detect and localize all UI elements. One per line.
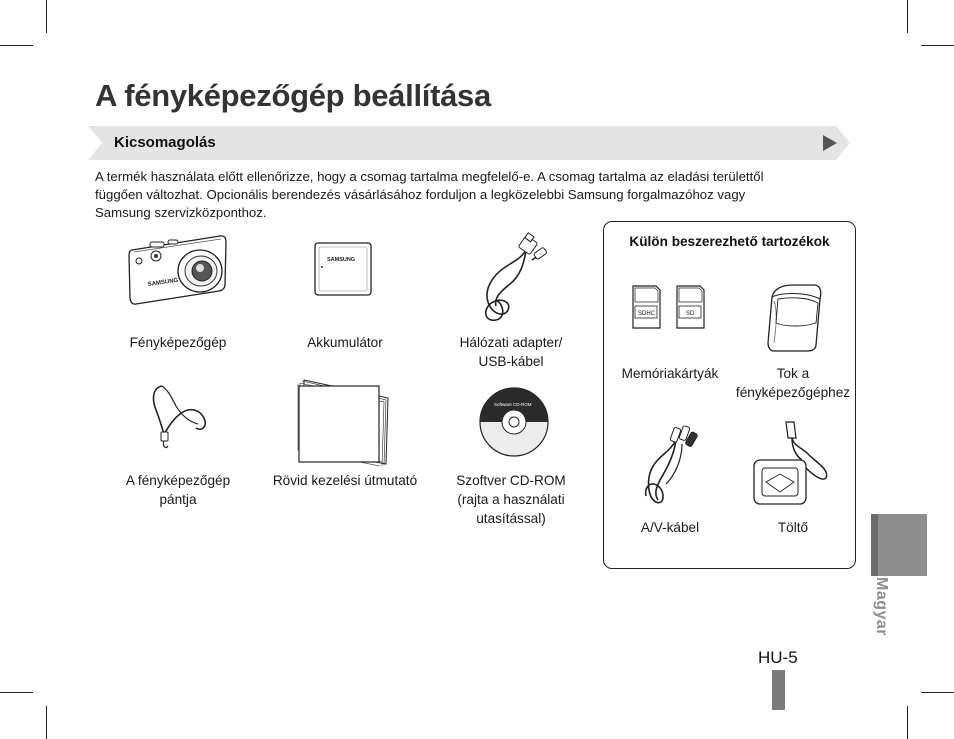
accessory-caption: Töltő <box>777 520 809 535</box>
language-tab <box>871 514 927 576</box>
crop-mark <box>46 0 47 33</box>
adapter-cable-icon <box>474 232 550 324</box>
cd-rom-icon <box>478 386 550 458</box>
camera-case-icon <box>764 283 824 353</box>
crop-mark <box>907 0 908 33</box>
memory-card-icon <box>630 284 714 330</box>
item-caption: Fényképezőgép <box>129 335 227 350</box>
language-tab-stripe <box>871 514 878 576</box>
page-number: HU-5 <box>758 648 798 667</box>
language-label: Magyar <box>873 577 890 637</box>
accessories-title: Külön beszerezhető tartozékok <box>629 234 830 249</box>
svg-text:Software CD-ROM: Software CD-ROM <box>494 402 532 407</box>
accessory-caption: Tok a fényképezőgéphez <box>735 366 851 400</box>
item-caption: Rövid kezelési útmutató <box>272 473 418 488</box>
item-caption: Hálózati adapter/ USB-kábel <box>459 335 563 369</box>
crop-mark <box>921 45 954 46</box>
intro-paragraph: A termék használata előtt ellenőrizze, hogy a csomag tartalma megfelelő-e. A csomag tartalma az eladási területtől függően változhat. Opcionális berendezés vásárlásához forduljon a legközelebbi Samsung forgalmazóhoz vagy Samsung szervizközponthoz. <box>95 169 764 220</box>
section-title: Kicsomagolás <box>114 134 216 151</box>
crop-mark <box>0 692 33 693</box>
page-title: A fényképezőgép beállítása <box>95 78 491 113</box>
item-caption: Szoftver CD-ROM (rajta a használati utasítással) <box>456 473 566 526</box>
section-header <box>88 126 850 160</box>
crop-mark <box>46 706 47 739</box>
charger-icon <box>750 420 836 510</box>
battery-icon <box>313 240 373 298</box>
svg-text:SAMSUNG: SAMSUNG <box>147 277 179 288</box>
svg-text:SD: SD <box>686 311 695 317</box>
page-marker-bar <box>772 670 785 710</box>
crop-mark <box>0 45 33 46</box>
accessory-caption: A/V-kábel <box>640 520 700 535</box>
crop-mark <box>921 692 954 693</box>
strap-icon <box>150 384 210 452</box>
accessory-caption: Memóriakártyák <box>621 366 719 381</box>
item-caption: Akkumulátor <box>307 335 383 350</box>
av-cable-icon <box>636 422 706 506</box>
svg-text:SAMSUNG: SAMSUNG <box>327 257 356 263</box>
item-caption: A fényképezőgép pántja <box>125 473 231 507</box>
svg-text:SDHC: SDHC <box>638 311 656 317</box>
manual-icon <box>296 378 392 466</box>
camera-icon <box>128 232 228 310</box>
crop-mark <box>907 706 908 739</box>
